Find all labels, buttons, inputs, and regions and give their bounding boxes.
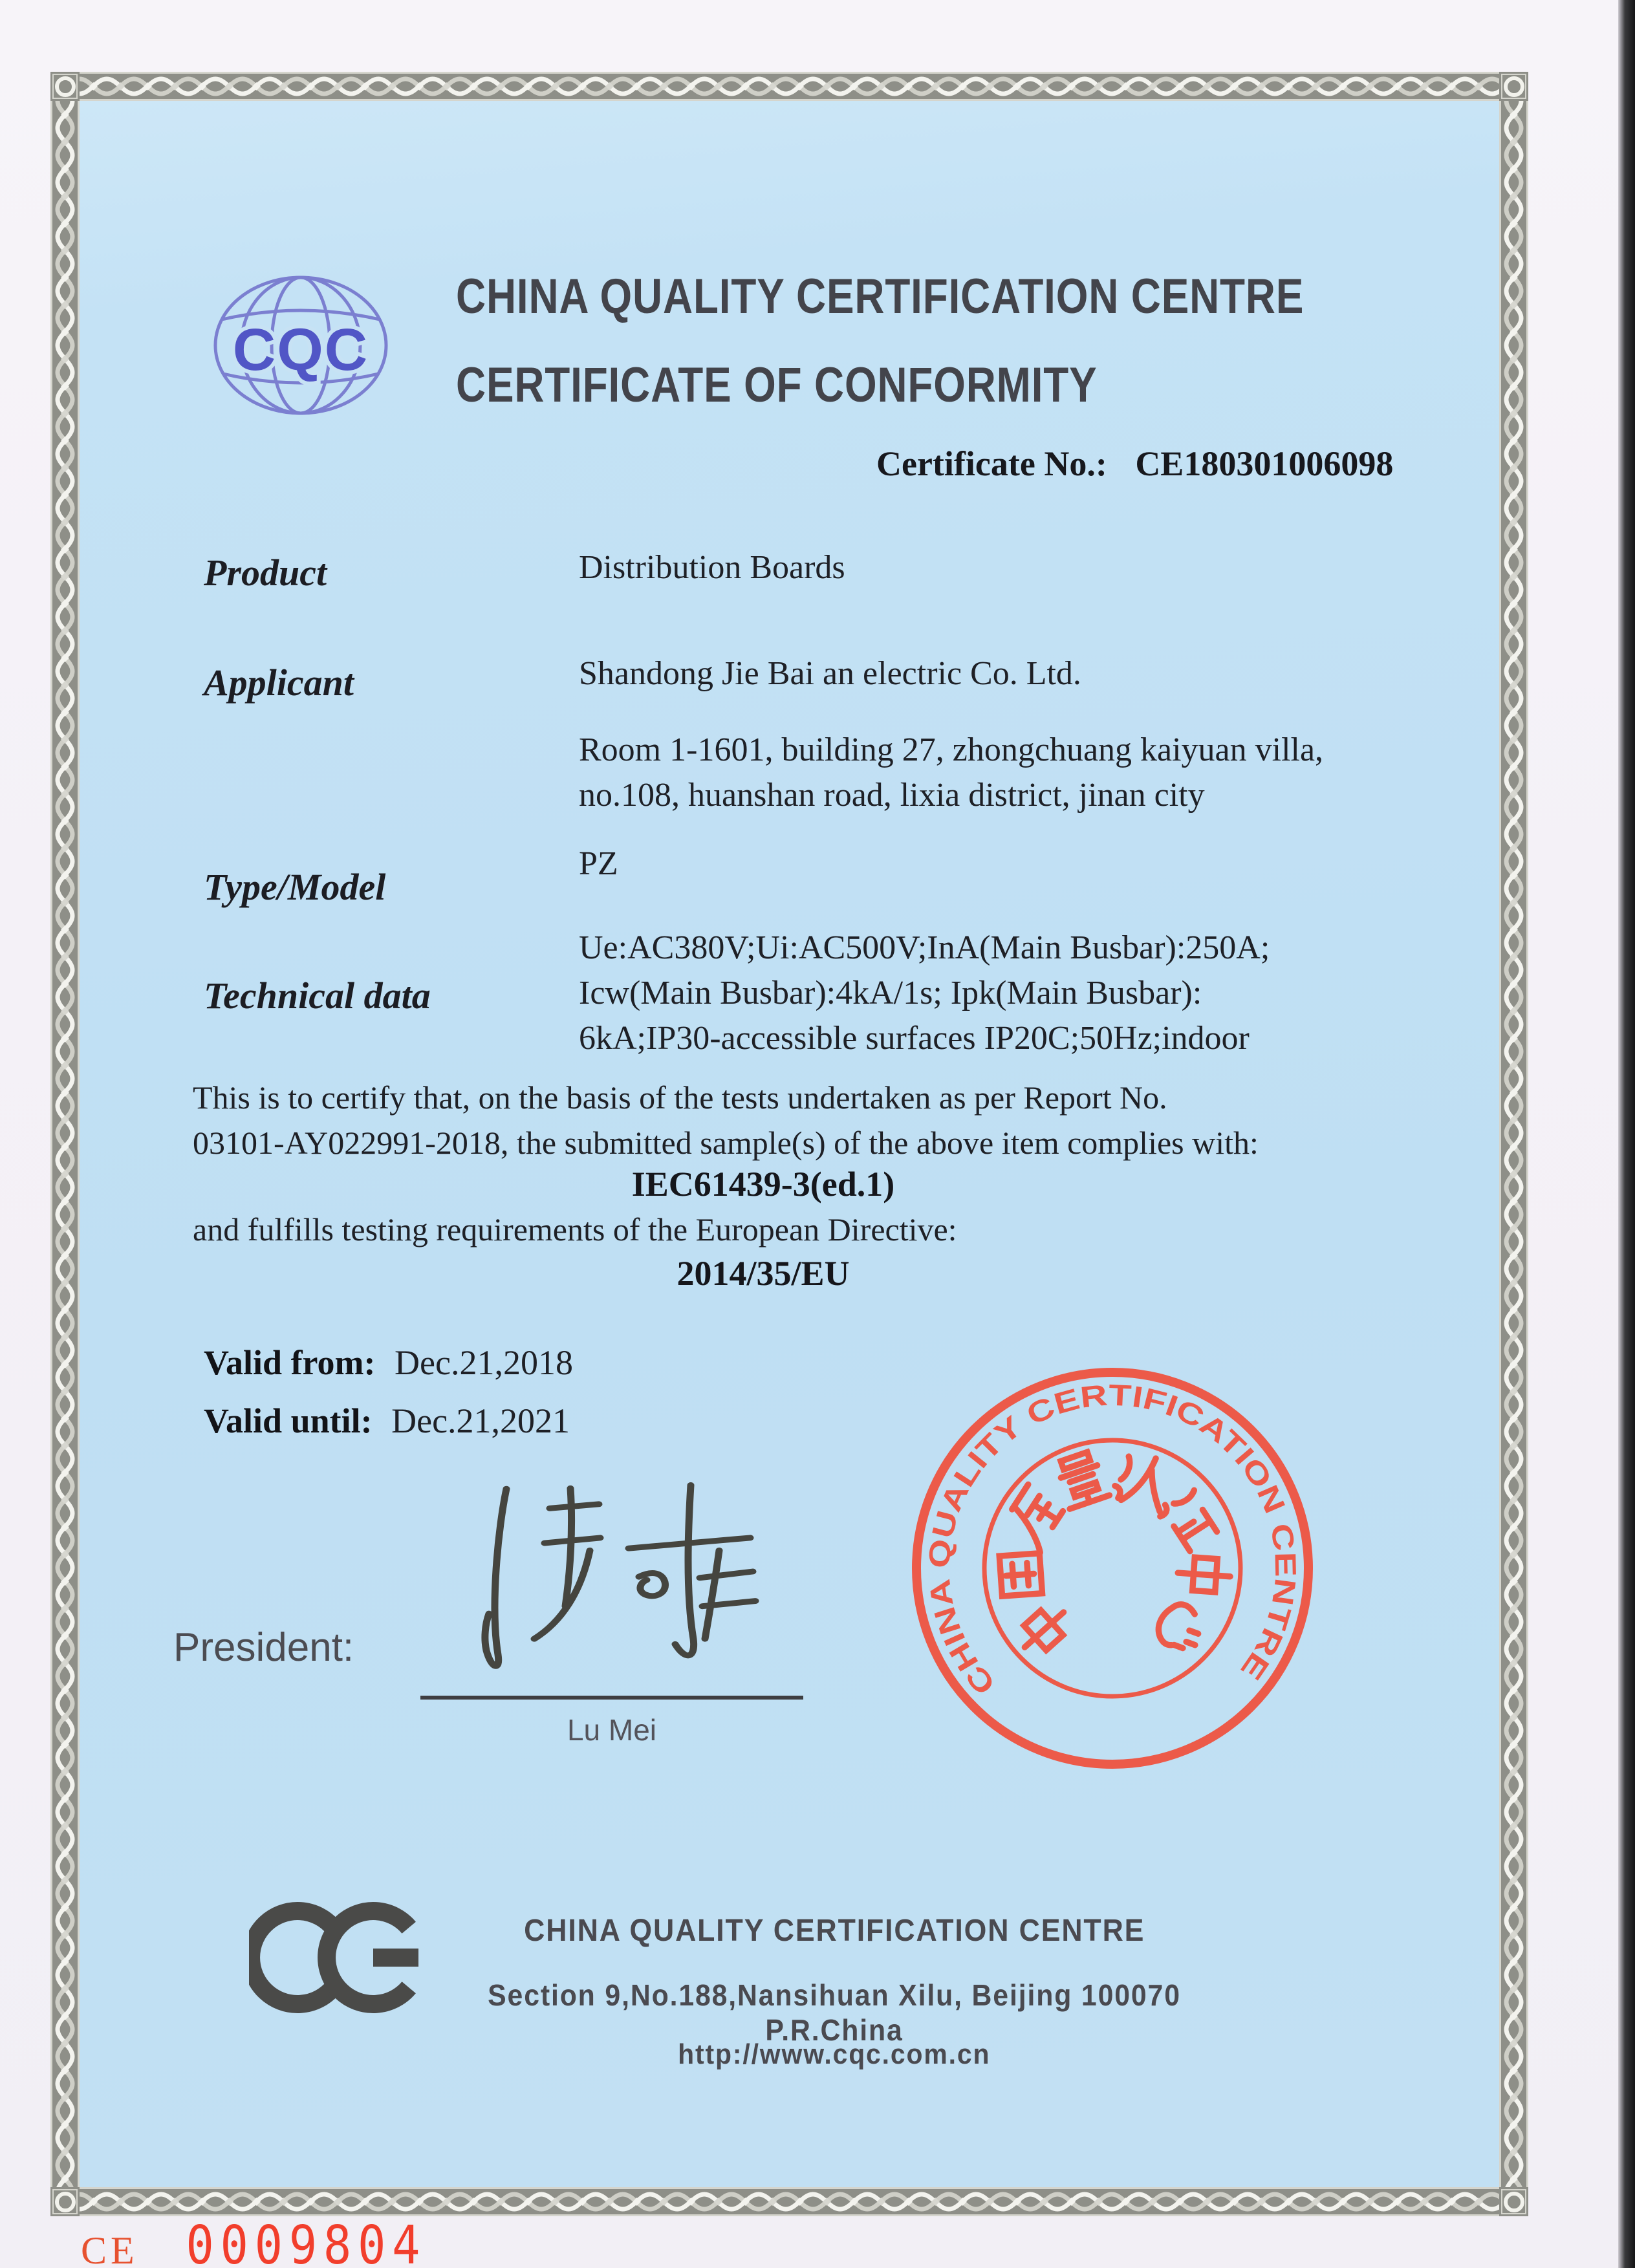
serial-number: 0009804	[186, 2215, 426, 2268]
field-value-product: Distribution Boards	[579, 549, 845, 586]
field-label-technical-data: Technical data	[204, 975, 431, 1017]
statement-line-2: 03101-AY022991-2018, the submitted sample(s) of the above item complies with:	[193, 1125, 1259, 1161]
footer-address-text: Section 9,No.188,Nansihuan Xilu, Beijing 100070 P.R.China	[488, 1978, 1181, 2047]
field-value-technical-2: Icw(Main Busbar):4kA/1s; Ipk(Main Busbar):	[579, 975, 1202, 1011]
president-signature-handwriting	[401, 1481, 770, 1707]
decorative-border-bottom	[80, 2187, 1499, 2216]
field-value-applicant-name: Shandong Jie Bai an electric Co. Ltd.	[579, 655, 1081, 692]
document-title	[456, 357, 1219, 413]
field-value-type-model: PZ	[579, 845, 618, 882]
border-corner-bottom-right	[1499, 2187, 1528, 2216]
certificate-number-value: CE180301006098	[1135, 444, 1394, 483]
serial-prefix: CE	[81, 2229, 138, 2268]
field-value-technical-3: 6kA;IP30-accessible surfaces IP20C;50Hz;indoor	[579, 1020, 1250, 1057]
ce-mark-icon	[249, 1892, 424, 2024]
border-corner-top-left	[50, 72, 80, 101]
corner-ring-icon	[1504, 2192, 1524, 2212]
statement-line-3: and fulfills testing requirements of the European Directive:	[193, 1211, 957, 1247]
header-org-title-text: CHINA QUALITY CERTIFICATION CENTRE	[456, 269, 1305, 324]
corner-ring-icon	[55, 2192, 76, 2212]
signer-name: Lu Mei	[567, 1713, 657, 1747]
statement-standard: IEC61439-3(ed.1)	[631, 1165, 895, 1204]
statement-directive: 2014/35/EU	[677, 1254, 850, 1293]
stamp-chinese-characters	[999, 1449, 1231, 1659]
border-corner-bottom-left	[50, 2187, 80, 2216]
serial-number-row	[81, 2215, 442, 2268]
field-value-applicant-address-2: no.108, huanshan road, lixia district, jinan city	[579, 777, 1205, 814]
border-corner-top-right	[1499, 72, 1528, 101]
stamp-ring-text: CHINA QUALITY CERTIFICATION CENTRE	[922, 1377, 1303, 1701]
footer-url	[414, 2038, 1255, 2071]
decorative-border-right	[1499, 101, 1528, 2187]
certificate-number-row	[876, 444, 1393, 484]
cqc-logo-text: CQC	[232, 317, 369, 383]
signature-line	[420, 1696, 803, 1700]
scanner-edge-shadow	[1618, 0, 1635, 2268]
decorative-border-top	[80, 72, 1499, 101]
certificate-number-label: Certificate No.:	[876, 444, 1107, 483]
statement-line-1: This is to certify that, on the basis of the tests undertaken as per Report No.	[193, 1079, 1167, 1116]
field-label-type-model: Type/Model	[204, 866, 386, 908]
decorative-border-left	[50, 101, 80, 2187]
field-value-applicant-address-1: Room 1-1601, building 27, zhongchuang kaiyuan villa,	[579, 731, 1324, 768]
president-label: President:	[173, 1625, 354, 1670]
field-value-technical-1: Ue:AC380V;Ui:AC500V;InA(Main Busbar):250A;	[579, 929, 1270, 966]
valid-from-row	[204, 1343, 573, 1383]
field-label-product: Product	[204, 552, 327, 594]
document-title-text: CERTIFICATE OF CONFORMITY	[456, 358, 1098, 413]
valid-until-row	[204, 1401, 570, 1441]
cqc-red-stamp	[902, 1358, 1323, 1778]
valid-from-value: Dec.21,2018	[395, 1343, 573, 1382]
cqc-globe-logo-icon	[207, 273, 395, 425]
footer-url-text: http://www.cqc.com.cn	[678, 2038, 991, 2070]
footer-org	[414, 1913, 1255, 1949]
field-label-applicant: Applicant	[204, 662, 354, 704]
corner-ring-icon	[1504, 76, 1524, 97]
valid-until-label: Valid until:	[204, 1401, 373, 1440]
footer-address	[414, 1978, 1255, 2047]
footer-org-text: CHINA QUALITY CERTIFICATION CENTRE	[523, 1914, 1145, 1948]
valid-from-label: Valid from:	[204, 1343, 376, 1382]
valid-until-value: Dec.21,2021	[391, 1401, 570, 1440]
corner-ring-icon	[55, 76, 76, 97]
header-org-title	[456, 268, 1466, 325]
